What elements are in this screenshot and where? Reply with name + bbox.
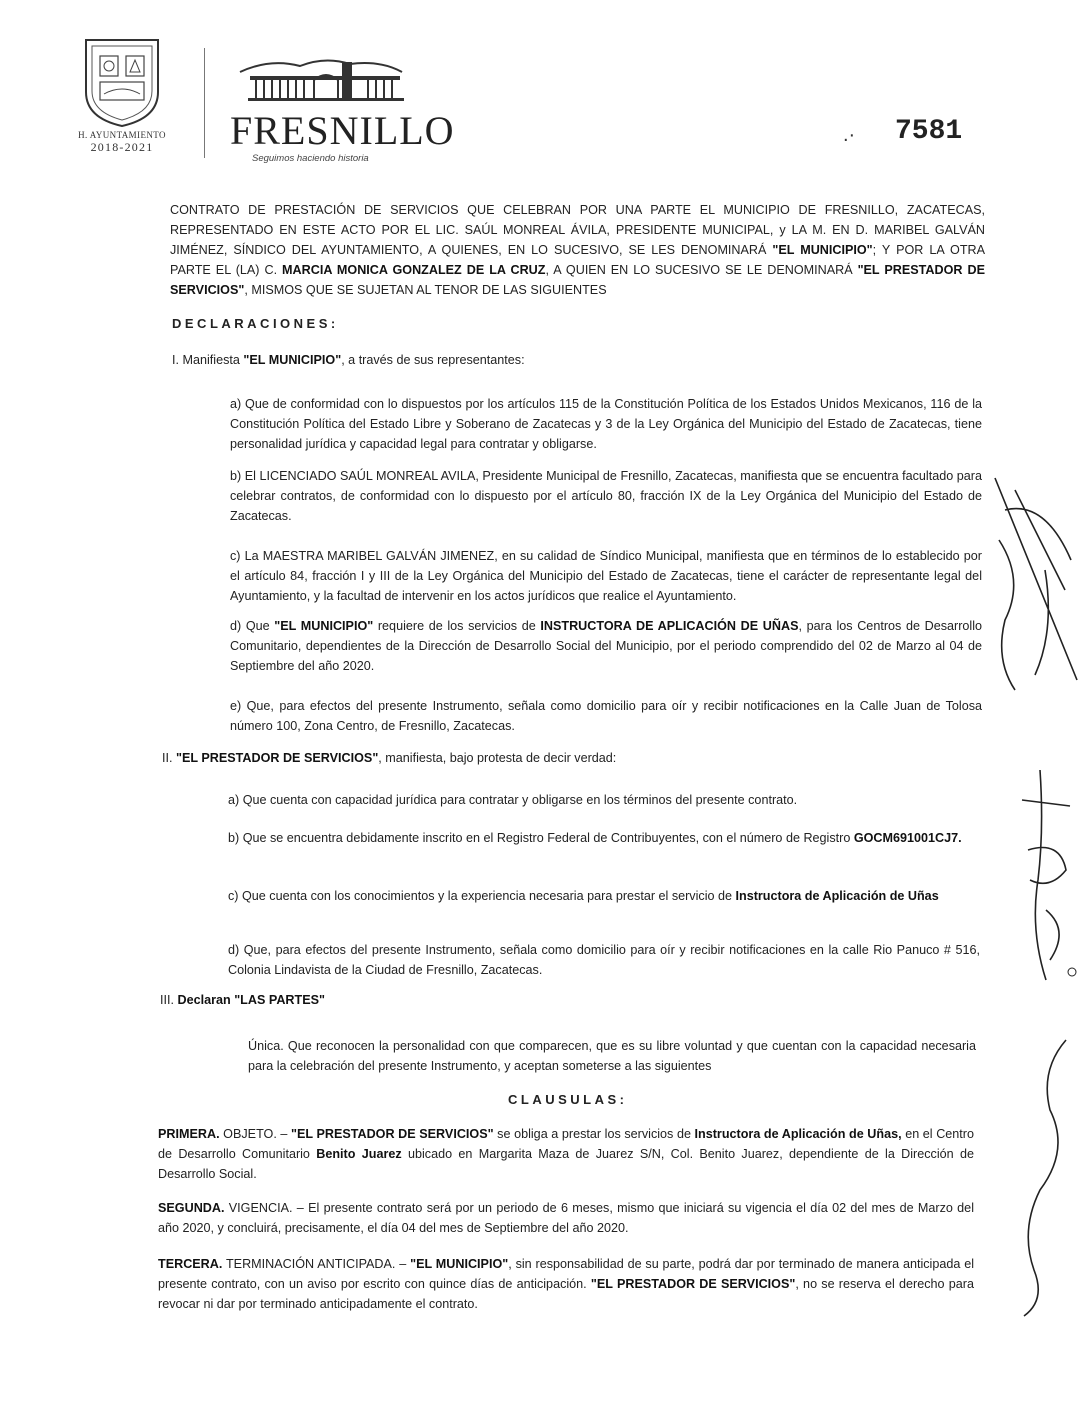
folio-number: 7581 bbox=[895, 116, 963, 147]
declaration-III: III. Declaran "LAS PARTES" bbox=[160, 993, 325, 1007]
declaration-I-b: b) El LICENCIADO SAÚL MONREAL AVILA, Presidente Municipal de Fresnillo, Zacatecas, manifiesta que se encuentra facultado para celebrar contratos, de conformidad con lo dispuesto por el artículo 80, fracción IX de la Ley Orgánica del Municipio del Estado de Zacatecas. bbox=[230, 469, 982, 523]
declaration-II-a: a) Que cuenta con capacidad jurídica para contratar y obligarse en los términos del presente contrato. bbox=[228, 793, 798, 807]
brand-tagline: Seguimos haciendo historia bbox=[252, 153, 369, 164]
declaration-I: I. Manifiesta "EL MUNICIPIO", a través de sus representantes: bbox=[172, 353, 525, 367]
brand-wordmark: FRESNILLO bbox=[230, 108, 455, 153]
declaration-II-b: b) Que se encuentra debidamente inscrito en el Registro Federal de Contribuyentes, con el número de Registro GOCM691001CJ7. bbox=[228, 831, 962, 845]
contract-intro: CONTRATO DE PRESTACIÓN DE SERVICIOS QUE CELEBRAN POR UNA PARTE EL MUNICIPIO DE FRESNILLO, ZACATECAS, REPRESENTADO EN ESTE ACTO POR EL LIC. SAÚL MONREAL ÁVILA, PRESIDENTE MUNICIPAL, y LA M. EN D. MARIBEL GALVÁN JIMÉNEZ, SÍNDICO DEL AYUNTAMIENTO, A QUIENES, EN LO SUCESIVO, SE LES DENOMINARÁ "EL MUNICIPIO"; Y POR LA OTRA PARTE EL (LA) C. MARCIA MONICA GONZALEZ DE LA CRUZ, A QUIEN EN LO SUCESIVO SE LE DENOMINARÁ "EL PRESTADOR DE SERVICIOS", MISMOS QUE SE SUJETAN AL TENOR DE LAS SIGUIENTES bbox=[170, 203, 986, 297]
skyline-logo-icon bbox=[230, 56, 410, 102]
fresnillo-brand bbox=[230, 56, 455, 164]
signature-mark-2 bbox=[1010, 760, 1080, 990]
declaration-I-d: d) Que "EL MUNICIPIO" requiere de los servicios de INSTRUCTORA DE APLICACIÓN DE UÑAS, para los Centros de Desarrollo Comunitario, dependientes de la Dirección de Desarrollo Social del Municipio, por el periodo comprendido del 02 de Marzo al 04 de Septiembre del año 2020. bbox=[230, 619, 982, 673]
header-divider bbox=[204, 48, 205, 158]
clause-tercera: TERCERA. TERMINACIÓN ANTICIPADA. – "EL MUNICIPIO", sin responsabilidad de su parte, podrá dar por terminado de manera anticipada el presente contrato, con un aviso por escrito con quince días de anticipación. "EL PRESTADOR DE SERVICIOS", no se reserva el derecho para revocar ni dar por terminado anticipadamente el contrato. bbox=[158, 1257, 975, 1311]
declaraciones-heading: DECLARACIONES: bbox=[172, 316, 339, 331]
declaration-III-unica: Única. Que reconocen la personalidad con que comparecen, que es su libre voluntad y que cuentan con la capacidad necesaria para la celebración del presente Instrumento, y aceptan someterse a las siguientes bbox=[248, 1039, 976, 1073]
signature-mark-1 bbox=[985, 470, 1085, 700]
municipal-seal-icon bbox=[80, 34, 164, 128]
clause-primera: PRIMERA. OBJETO. – "EL PRESTADOR DE SERVICIOS" se obliga a prestar los servicios de Instructora de Aplicación de Uñas, en el Centro de Desarrollo Comunitario Benito Juarez ubicado en Margarita Maza de Juarez S/N, Col. Benito Juarez, dependiente de la Dirección de Desarrollo Social. bbox=[158, 1127, 974, 1181]
declaration-II: II. "EL PRESTADOR DE SERVICIOS", manifiesta, bajo protesta de decir verdad: bbox=[162, 751, 617, 765]
municipal-seal-block bbox=[72, 34, 172, 155]
signature-mark-3 bbox=[1010, 1030, 1080, 1320]
clause-segunda: SEGUNDA. VIGENCIA. – El presente contrato será por un periodo de 6 meses, mismo que iniciará su vigencia el día 02 del mes de Marzo del año 2020, y concluirá, precisamente, el día 04 del mes de Septiembre del año 2020. bbox=[158, 1201, 974, 1235]
declaration-I-c: c) La MAESTRA MARIBEL GALVÁN JIMENEZ, en su calidad de Síndico Municipal, manifiesta que en términos de lo establecido por el artículo 84, fracción I y III de la Ley Orgánica del Municipio del Estado de Zacatecas, tiene el carácter de representante legal del Ayuntamiento, y la facultad de intervenir en los actos jurídicos que realice el Ayuntamiento. bbox=[230, 549, 982, 603]
declaration-II-d: d) Que, para efectos del presente Instrumento, señala como domicilio para oír y recibir notificaciones en la calle Rio Panuco # 516, Colonia Lindavista de la Ciudad de Fresnillo, Zacatecas. bbox=[228, 943, 980, 977]
council-years: 2018-2021 bbox=[90, 140, 154, 154]
council-label: H. AYUNTAMIENTO bbox=[78, 130, 166, 140]
declaration-I-e: e) Que, para efectos del presente Instrumento, señala como domicilio para oír y recibir notificaciones en la Calle Juan de Tolosa número 100, Zona Centro, de Fresnillo, Zacatecas. bbox=[230, 699, 982, 733]
folio-marks: .· bbox=[843, 124, 856, 146]
declaration-I-a: a) Que de conformidad con lo dispuestos por los artículos 115 de la Constitución Política de los Estados Unidos Mexicanos, 116 de la Constitución Política del Estado Libre y Soberano de Zacatecas y 3 de la Ley Orgánica del Municipio del Estado de Zacatecas, tiene personalidad jurídica y capacidad legal para contratar y obligarse. bbox=[230, 397, 982, 451]
clausulas-heading: CLAUSULAS: bbox=[508, 1092, 628, 1107]
declaration-II-c: c) Que cuenta con los conocimientos y la experiencia necesaria para prestar el servicio de Instructora de Aplicación de Uñas bbox=[228, 889, 939, 903]
